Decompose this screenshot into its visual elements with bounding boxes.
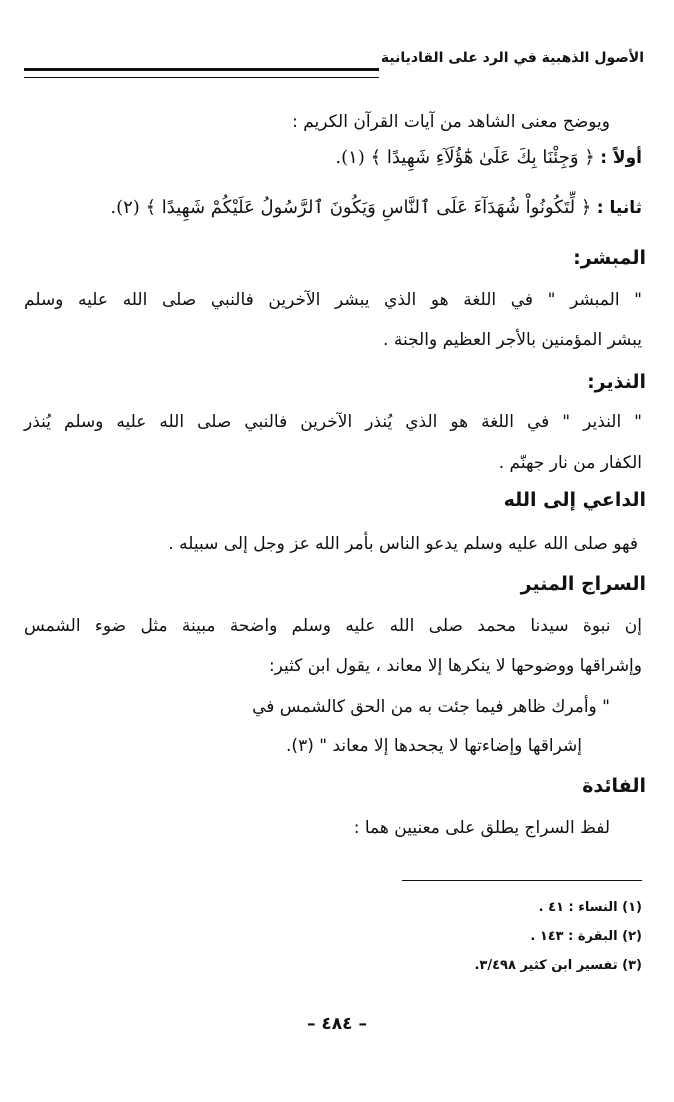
second-verse: ﴿ لِّتَكُونُواْ شُهَدَآءَ عَلَى ٱلنَّاسِ وَيَكُونَ ٱلرَّسُولُ عَلَيْكُمْ شَهِيدًا ﴾ (٢). [110, 197, 592, 218]
mubashir-heading: المبشر: [573, 247, 646, 269]
dai-heading: الداعي إلى الله [503, 489, 646, 511]
footnote-rule [402, 880, 642, 881]
mubashir-line-1: " المبشر " في اللغة هو الذي يبشر الآخرين فالنبي صلى الله عليه وسلم [24, 290, 642, 310]
first-verse: ﴿ وَجِئْنَا بِكَ عَلَىٰ هَٰٓؤُلَآءِ شَهِيدًا ﴾ (١). [335, 147, 595, 168]
running-header: الأصول الذهبية في الرد على القاديانية [380, 50, 644, 66]
nadhir-line-1: " النذير " في اللغة هو الذي يُنذر الآخرين فالنبي صلى الله عليه وسلم يُنذر [24, 412, 642, 432]
nadhir-heading: النذير: [587, 371, 646, 393]
footnote-3: (٣) تفسير ابن كثير ٣/٤٩٨. [474, 958, 642, 973]
siraj-line-2: وإشراقها ووضوحها لا ينكرها إلا معاند ، يقول ابن كثير: [268, 656, 642, 676]
nadhir-line-2: الكفار من نار جهنّم . [498, 453, 642, 473]
siraj-heading: السراج المنير [520, 573, 646, 595]
header-rule [24, 68, 379, 78]
footnote-1: (١) النساء : ٤١ . [538, 900, 642, 915]
page-number: – ٤٨٤ – [307, 1014, 367, 1034]
quote-line-1: " وأمرك ظاهر فيما جئت به من الحق كالشمس في [252, 697, 610, 717]
second-verse-line [110, 196, 642, 220]
first-label: أولاً : [600, 148, 642, 168]
mubashir-line-2: يبشر المؤمنين بالأجر العظيم والجنة . [383, 330, 642, 350]
dai-line-1: فهو صلى الله عليه وسلم يدعو الناس بأمر الله عز وجل إلى سبيله . [168, 534, 638, 554]
siraj-line-1: إن نبوة سيدنا محمد صلى الله عليه وسلم واضحة مبينة مثل ضوء الشمس [24, 616, 642, 636]
quote-line-2: إشراقها وإضاءتها لا يجحدها إلا معاند " (٣). [286, 736, 582, 756]
intro-line: ويوضح معنى الشاهد من آيات القرآن الكريم : [292, 112, 610, 132]
footnote-2: (٢) البقرة : ١٤٣ . [530, 929, 642, 944]
second-label: ثانيا : [596, 198, 642, 218]
first-verse-line [335, 146, 642, 170]
faida-heading: الفائدة [582, 775, 646, 797]
faida-line-1: لفظ السراج يطلق على معنيين هما : [353, 818, 610, 838]
